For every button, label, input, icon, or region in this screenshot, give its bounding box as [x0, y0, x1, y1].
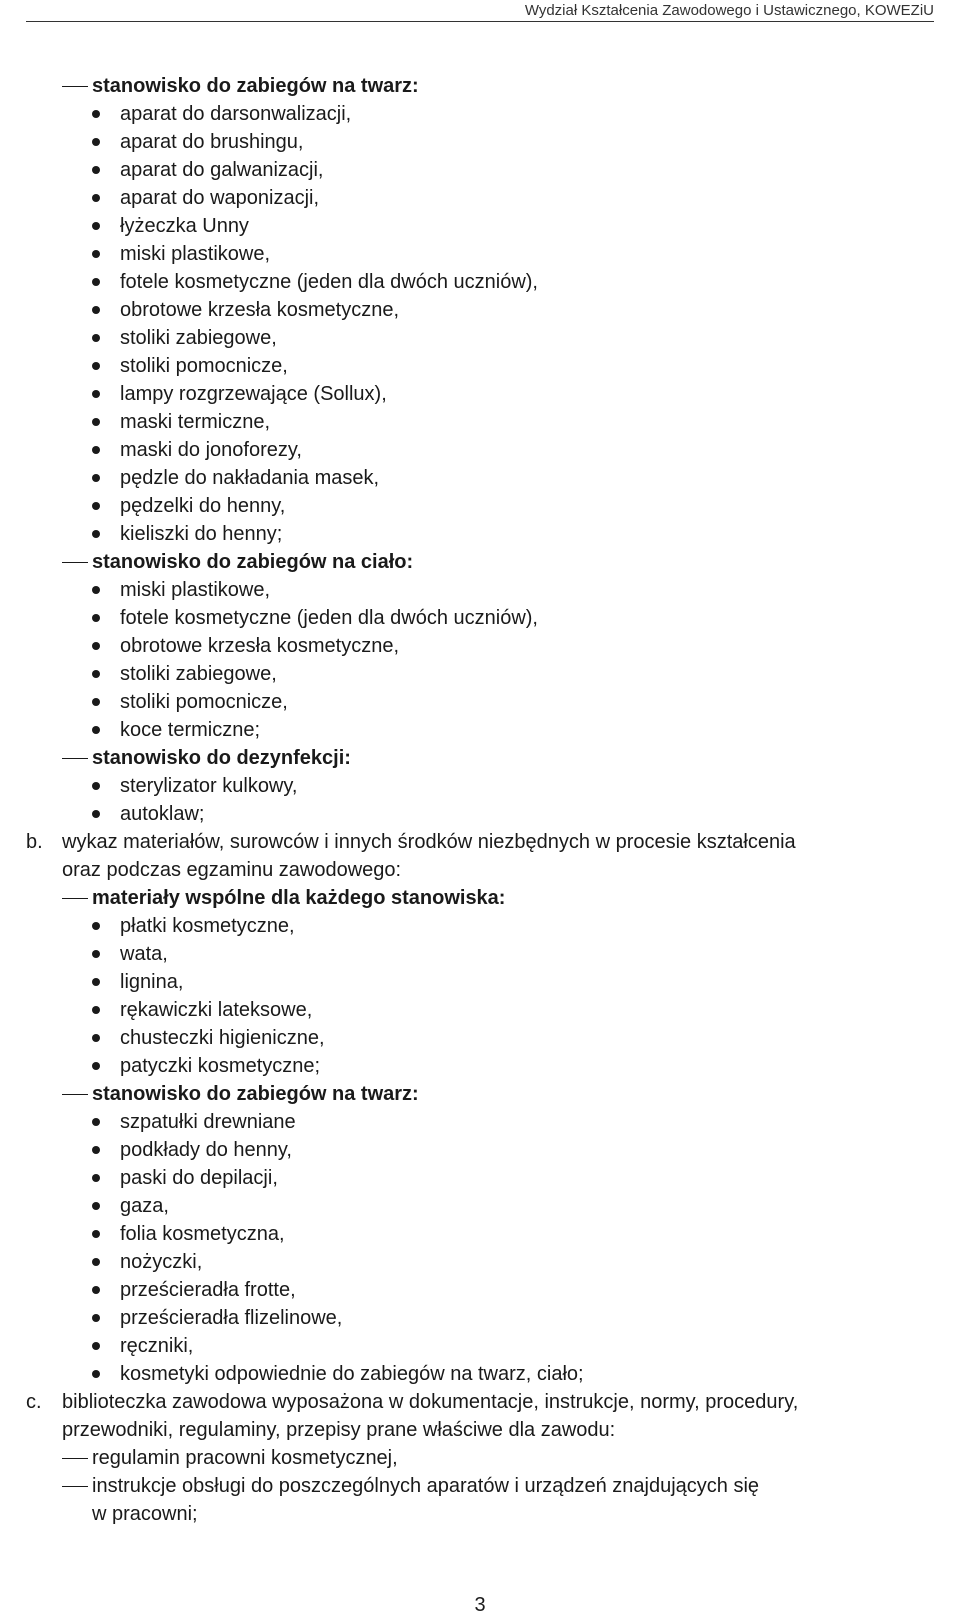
- item-text: oraz podczas egzaminu zawodowego:: [62, 859, 402, 881]
- item-text: obrotowe krzesła kosmetyczne,: [120, 635, 400, 657]
- lettered-item: [0, 828, 960, 856]
- item-text: kosmetyki odpowiednie do zabiegów na twarz, ciało;: [120, 1363, 584, 1385]
- item-text: koce termiczne;: [120, 719, 261, 741]
- dash-item: [0, 1472, 960, 1500]
- dash-icon: [62, 1458, 88, 1459]
- dash-icon: [62, 1486, 88, 1487]
- item-text: łyżeczka Unny: [120, 215, 249, 237]
- list-item: [0, 772, 960, 800]
- bullet-icon: [92, 474, 100, 482]
- dash-icon: [62, 758, 88, 759]
- item-text: ręczniki,: [120, 1335, 194, 1357]
- item-text: lignina,: [120, 971, 184, 993]
- list-item: [0, 996, 960, 1024]
- item-text: płatki kosmetyczne,: [120, 915, 295, 937]
- item-text: lampy rozgrzewające (Sollux),: [120, 383, 387, 405]
- list-item: [0, 688, 960, 716]
- list-item: [0, 576, 960, 604]
- bullet-icon: [92, 334, 100, 342]
- item-text: autoklaw;: [120, 803, 205, 825]
- item-text: aparat do waponizacji,: [120, 187, 320, 209]
- item-text: stoliki pomocnicze,: [120, 691, 288, 713]
- page-header: Wydział Kształcenia Zawodowego i Ustawicznego, KOWEZiU: [524, 2, 934, 19]
- list-item: [0, 352, 960, 380]
- bullet-icon: [92, 418, 100, 426]
- bullet-icon: [92, 810, 100, 818]
- bullet-icon: [92, 782, 100, 790]
- lettered-item-continuation: [0, 856, 960, 884]
- bullet-icon: [92, 698, 100, 706]
- bullet-icon: [92, 306, 100, 314]
- list-item: [0, 324, 960, 352]
- item-text: instrukcje obsługi do poszczególnych aparatów i urządzeń znajdujących się: [92, 1475, 760, 1497]
- item-text: paski do depilacji,: [120, 1167, 278, 1189]
- dash-icon: [62, 1094, 88, 1095]
- bullet-icon: [92, 110, 100, 118]
- list-item: [0, 940, 960, 968]
- bullet-icon: [92, 250, 100, 258]
- list-item: [0, 604, 960, 632]
- list-item: [0, 100, 960, 128]
- list-item: [0, 1136, 960, 1164]
- list-item: [0, 520, 960, 548]
- bullet-icon: [92, 530, 100, 538]
- item-text: pędzle do nakładania masek,: [120, 467, 380, 489]
- item-text: rękawiczki lateksowe,: [120, 999, 313, 1021]
- list-item: [0, 1164, 960, 1192]
- list-item: [0, 1332, 960, 1360]
- bullet-icon: [92, 670, 100, 678]
- section-heading: [0, 884, 960, 912]
- list-item: [0, 128, 960, 156]
- list-item: [0, 296, 960, 324]
- item-text: chusteczki higieniczne,: [120, 1027, 325, 1049]
- bullet-icon: [92, 1006, 100, 1014]
- dash-item: [0, 1444, 960, 1472]
- bullet-icon: [92, 1230, 100, 1238]
- dash-item-continuation: [0, 1500, 960, 1528]
- item-text: przewodniki, regulaminy, przepisy prane właściwe dla zawodu:: [62, 1419, 616, 1441]
- bullet-icon: [92, 1258, 100, 1266]
- list-item: [0, 156, 960, 184]
- bullet-icon: [92, 1034, 100, 1042]
- section-heading: [0, 548, 960, 576]
- item-text: fotele kosmetyczne (jeden dla dwóch uczniów),: [120, 607, 538, 629]
- bullet-icon: [92, 1286, 100, 1294]
- item-text: stanowisko do zabiegów na twarz:: [92, 75, 419, 97]
- bullet-icon: [92, 362, 100, 370]
- item-text: prześcieradła frotte,: [120, 1279, 296, 1301]
- bullet-icon: [92, 1314, 100, 1322]
- item-text: aparat do darsonwalizacji,: [120, 103, 352, 125]
- list-item: [0, 1248, 960, 1276]
- section-heading: [0, 744, 960, 772]
- section-heading: [0, 72, 960, 100]
- bullet-icon: [92, 1370, 100, 1378]
- bullet-icon: [92, 614, 100, 622]
- list-item: [0, 716, 960, 744]
- bullet-icon: [92, 446, 100, 454]
- bullet-icon: [92, 726, 100, 734]
- bullet-icon: [92, 1146, 100, 1154]
- header-rule: [26, 21, 934, 22]
- item-text: patyczki kosmetyczne;: [120, 1055, 321, 1077]
- bullet-icon: [92, 1174, 100, 1182]
- item-text: stoliki zabiegowe,: [120, 663, 277, 685]
- item-text: szpatułki drewniane: [120, 1111, 296, 1133]
- bullet-icon: [92, 390, 100, 398]
- list-item: [0, 632, 960, 660]
- list-item: [0, 1024, 960, 1052]
- bullet-icon: [92, 194, 100, 202]
- list-item: [0, 184, 960, 212]
- item-text: folia kosmetyczna,: [120, 1223, 285, 1245]
- item-text: stoliki pomocnicze,: [120, 355, 288, 377]
- item-text: pędzelki do henny,: [120, 495, 286, 517]
- item-text: stoliki zabiegowe,: [120, 327, 277, 349]
- list-item: [0, 268, 960, 296]
- bullet-icon: [92, 978, 100, 986]
- item-text: obrotowe krzesła kosmetyczne,: [120, 299, 400, 321]
- bullet-icon: [92, 278, 100, 286]
- item-text: miski plastikowe,: [120, 243, 271, 265]
- bullet-icon: [92, 1342, 100, 1350]
- bullet-icon: [92, 502, 100, 510]
- item-text: gaza,: [120, 1195, 169, 1217]
- lettered-item: [0, 1388, 960, 1416]
- item-text: podkłady do henny,: [120, 1139, 292, 1161]
- item-text: stanowisko do zabiegów na ciało:: [92, 551, 414, 573]
- list-item: [0, 1360, 960, 1388]
- list-item: [0, 212, 960, 240]
- list-item: [0, 1304, 960, 1332]
- bullet-icon: [92, 166, 100, 174]
- list-item: [0, 492, 960, 520]
- item-letter: c.: [26, 1391, 42, 1413]
- item-text: maski termiczne,: [120, 411, 271, 433]
- item-text: wata,: [120, 943, 168, 965]
- list-item: [0, 240, 960, 268]
- item-text: w pracowni;: [92, 1503, 198, 1525]
- item-text: stanowisko do zabiegów na twarz:: [92, 1083, 419, 1105]
- list-item: [0, 408, 960, 436]
- bullet-icon: [92, 922, 100, 930]
- item-text: aparat do galwanizacji,: [120, 159, 324, 181]
- item-text: maski do jonoforezy,: [120, 439, 302, 461]
- list-item: [0, 968, 960, 996]
- document-body: [0, 72, 960, 1528]
- item-text: fotele kosmetyczne (jeden dla dwóch uczniów),: [120, 271, 538, 293]
- lettered-item-continuation: [0, 1416, 960, 1444]
- page-number: 3: [474, 1594, 486, 1616]
- item-text: prześcieradła flizelinowe,: [120, 1307, 343, 1329]
- item-text: regulamin pracowni kosmetycznej,: [92, 1447, 398, 1469]
- list-item: [0, 436, 960, 464]
- item-text: biblioteczka zawodowa wyposażona w dokumentacje, instrukcje, normy, procedury,: [62, 1391, 799, 1413]
- bullet-icon: [92, 1118, 100, 1126]
- list-item: [0, 380, 960, 408]
- item-text: kieliszki do henny;: [120, 523, 283, 545]
- bullet-icon: [92, 642, 100, 650]
- bullet-icon: [92, 222, 100, 230]
- item-text: materiały wspólne dla każdego stanowiska:: [92, 887, 506, 909]
- dash-icon: [62, 562, 88, 563]
- item-text: wykaz materiałów, surowców i innych środków niezbędnych w procesie kształcenia: [62, 831, 796, 853]
- bullet-icon: [92, 1202, 100, 1210]
- item-text: miski plastikowe,: [120, 579, 271, 601]
- item-letter: b.: [26, 831, 43, 853]
- bullet-icon: [92, 138, 100, 146]
- item-text: aparat do brushingu,: [120, 131, 304, 153]
- list-item: [0, 1220, 960, 1248]
- item-text: stanowisko do dezynfekcji:: [92, 747, 351, 769]
- list-item: [0, 1108, 960, 1136]
- list-item: [0, 1052, 960, 1080]
- bullet-icon: [92, 1062, 100, 1070]
- item-text: sterylizator kulkowy,: [120, 775, 298, 797]
- bullet-icon: [92, 950, 100, 958]
- list-item: [0, 1192, 960, 1220]
- list-item: [0, 464, 960, 492]
- list-item: [0, 1276, 960, 1304]
- section-heading: [0, 1080, 960, 1108]
- list-item: [0, 912, 960, 940]
- dash-icon: [62, 898, 88, 899]
- list-item: [0, 800, 960, 828]
- dash-icon: [62, 86, 88, 87]
- list-item: [0, 660, 960, 688]
- item-text: nożyczki,: [120, 1251, 203, 1273]
- bullet-icon: [92, 586, 100, 594]
